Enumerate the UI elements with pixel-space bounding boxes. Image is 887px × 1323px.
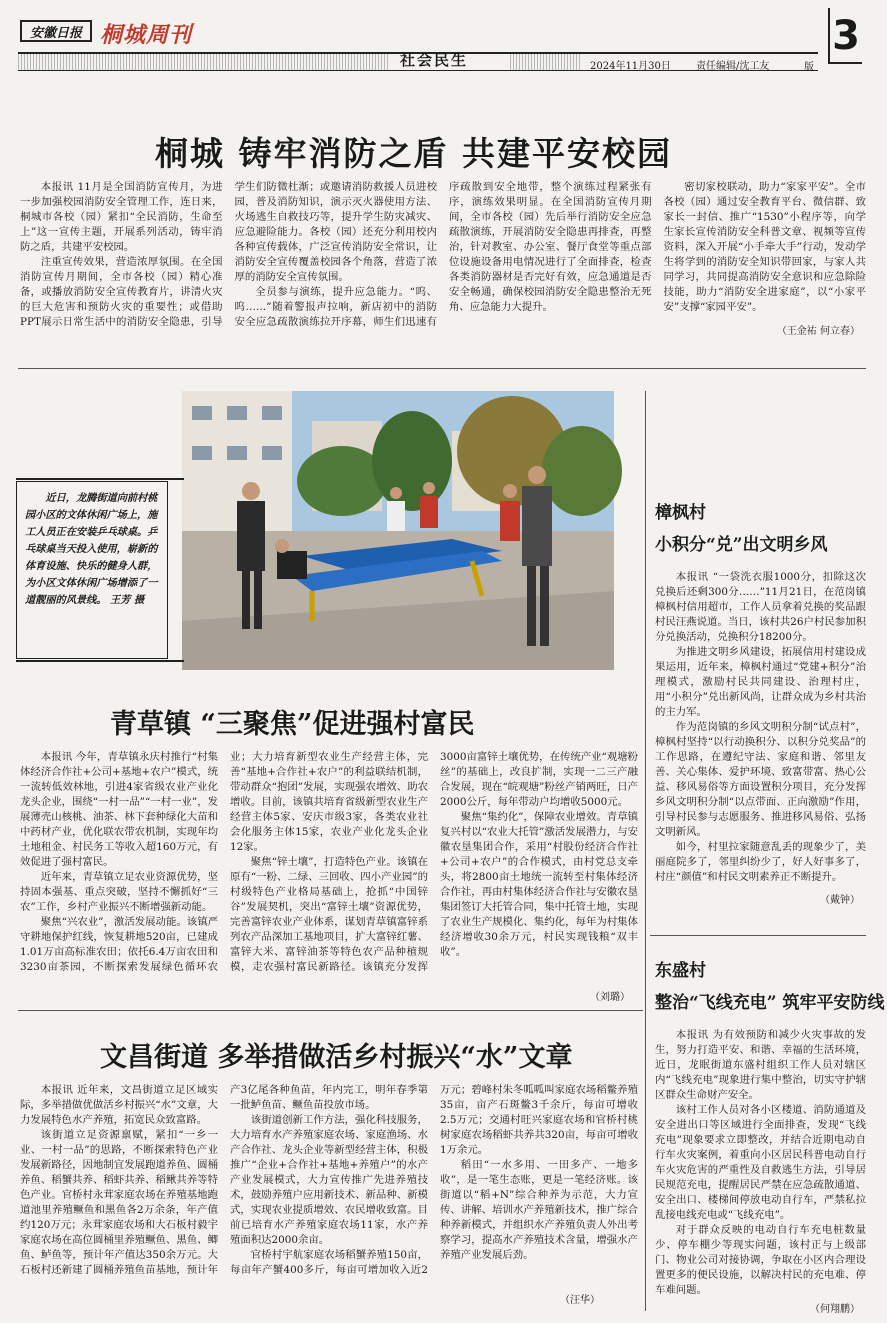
masthead-hatch bbox=[18, 54, 388, 70]
sidebar-subtitle: 整治“飞线充电” 筑牢平安防线 bbox=[655, 993, 885, 1013]
byline: （刘璐） bbox=[590, 992, 630, 1003]
paragraph: 本报讯 近年来，文昌街道立足区域实际，多举措做优做活乡村振兴“水”文章，大力发展特色水产养殖，拓宽民众致富路。 bbox=[20, 1084, 218, 1126]
paragraph: 近年来，青草镇立足农业资源优势，坚持固本强基、重点突破，坚持不懈抓好“三农”工作，乡村产业振兴不断增强新动能。 bbox=[20, 871, 218, 913]
article-title: 青草镇 “三聚焦”促进强村富民 bbox=[110, 709, 475, 740]
editor-credit: 责任编辑/沈工友 bbox=[696, 61, 770, 72]
paragraph: 密切家校联动，助力“家家平安”。全市各校（园）通过安全教育平台、微信群、致家长一封信、推广“1530”小程序等，向学生家长宣传消防安全科普文章、视频等宣传资料，深入开展“小手牵大手”行动，发动学生将学到的消防安全知识带回家，与家人共同学习，共同提高消防安全意识和应急除险技能，助力“消防安全进家庭”，以“小家平安”支撑“家园平安”。 bbox=[663, 181, 866, 313]
photo-caption: 近日，龙腾街道向前村桃园小区的文体休闲广场上，施工人员正在安装乒乓球桌。乒乓球桌当天投入使用，崭新的体育设施、快乐的健身人群，为小区文体休闲广场增添了一道靓丽的风景线。 王芳 摄 bbox=[16, 481, 168, 659]
paragraph: 该村工作人员对各小区楼道、消防通道及安全进出口等区域进行全面排查，发现“飞线充电”现象要求立即整改，并结合近期电动自行车火灾案例，着重向小区居民科普电动自行车火灾危害的严重性及自救逃生方法，引导居民规范充电，提醒居民严禁在应急疏散通道、安全出口、楼梯间停放电动自行车，严禁私拉乱接电线充电或“飞线充电”。 bbox=[655, 1104, 866, 1221]
article-body bbox=[20, 1083, 638, 1305]
sidebar-body bbox=[655, 570, 866, 883]
paragraph: 聚焦“兴农业”，激活发展动能。该镇严守耕地保护红线，恢复耕地520亩，已建成1.01万亩高标准农田；依托6.4万亩农田和3230亩茶园，不断探索发展绿色循环农业；大力培育新型农业生产经营主体，完善“基地+合作社+农户”的利益联结机制，带动群众“抱团”发展，实现强农增效、助农增收。目前，该镇共培育省级新型农业生产经营主体5家、安庆市级3家，各类农业社会化服务主体15家，农业产业化龙头企业12家。 bbox=[20, 751, 428, 973]
paragraph: 稻田“一水多用、一田多产、一地多收”，是一笔生态账，更是一笔经济账。该街道以“稻+N”综合种养为示范，大力宣传、讲解、培训水产养殖新技术，推广综合种养新模式，并组织水产养殖负责人外出考察学习，提高水产养殖技术含量，增强水产养殖产业发展后劲。 bbox=[440, 1159, 638, 1261]
photo-table-tennis bbox=[182, 391, 614, 670]
byline: （戴钟） bbox=[820, 895, 860, 906]
paragraph: 本报讯 “一袋洗衣服1000分，扣除这次兑换后还剩300分……”11月21日，在范岗镇樟枫村信用超市，工作人员拿着兑换的奖品跟村民汪燕说道。当日，该村共26户村民参加积分兑换活动，兑换积分18200分。 bbox=[655, 571, 866, 643]
weekly-logo: 桐城周刊 bbox=[100, 22, 193, 48]
paragraph: 对于群众反映的电动自行车充电桩数量少、停车棚少等现实问题，该村正与上级部门、物业公司对接协调，争取在小区内合理设置更多的便民设施，以解决村民的充电难、停车难问题。 bbox=[655, 1224, 866, 1296]
sidebar-subtitle: 小积分“兑”出文明乡风 bbox=[655, 535, 828, 555]
paragraph: 聚焦“锌土壤”，打造特色产业。该镇在原有“一粉、二绿、三回收、四小产业园”的村级特色产业格局基础上，抢抓“中国锌谷”发展契机，突出“富锌土壤”资源优势，完善富锌农业产业体系，谋划青草镇富锌系列农产品深加工基地项目，扩大富锌红薯、富锌大米、富锌油茶等特色农产品种植规模，走农强村富民新路径。该镇充分发挥3000亩富锌土壤优势，在传统产业“观塘粉丝”的基础上，改良扩制，实现一二三产融合发展，现在“皖观塘”粉丝产销两旺，日产2000公斤，每年带动户均增收5000元。 bbox=[230, 751, 639, 973]
paragraph: 聚焦“集约化”，保障农业增效。青草镇复兴村以“农业大托管”激活发展潜力，与安徽农垦集团合作，采用“村股份经济合作社+公司+农户”的合作模式，由村党总支牵头，将2800亩土地统一流转至村集体经济合作社，再由村集体经济合作社与安徽农垦集团签订大托管合同，集中托管土地，实现了农业生产规模化、集约化，每年为村集体经济增收30余万元，村民实现钱粮“双丰收”。 bbox=[440, 811, 638, 958]
article-body bbox=[20, 750, 638, 1005]
sidebar-title: 樟枫村 bbox=[655, 503, 706, 523]
paragraph: 该街道创新工作方法，强化科技服务，大力培育水产养殖家庭农场、家庭渔场、水产合作社、龙头企业等新型经营主体，积极推广“企业+合作社+基地+养殖户”的水产产业发展模式，大力宣传推广先进养殖技术，鼓励养殖户应用新技术、新品种、新模式，实现农业提质增效、农民增收致富。目前已培育水产养殖家庭农场11家，水产养殖面积达2000余亩。 bbox=[230, 1114, 428, 1246]
paper-logo: 安徽日报 bbox=[20, 20, 92, 42]
article-title: 桐城 铸牢消防之盾 共建平安校园 bbox=[155, 134, 672, 173]
masthead-hatch-right bbox=[510, 54, 580, 70]
divider bbox=[650, 935, 866, 936]
paragraph: 如今，村里拉家随意乱丢的现象少了，美丽庭院多了，邻里纠纷少了，好人好事多了，村庄“颜值”和村民文明素养正不断提升。 bbox=[655, 841, 866, 883]
page-word: 版 bbox=[804, 62, 814, 73]
column-rule bbox=[645, 391, 646, 1311]
paragraph: 该街道立足资源禀赋，紧扣“一乡一业、一村一品”的思路，不断探索特色产业发展新路径，因地制宜发展跑道养鱼、圆桶养鱼、稻蟹共养、稻虾共养、稻鳅共养等特色产业。官桥村永茸家庭农场在养殖基地跑道池里养殖鳜鱼和黑鱼各2万余条，年产值约120万元；永茸家庭农场和大石板村毅宇家庭农场在高位圆桶里养殖鳜鱼、黑鱼、鲫鱼、鲈鱼等，预计年产值达350余万元。大石板村还新建了圆桶养殖鱼苗基地，预计年产3亿尾各种鱼苗，年内完工，明年春季第一批鲈鱼苗、鳜鱼苗投放市场。 bbox=[20, 1084, 428, 1276]
paragraph: 为推进文明乡风建设，拓展信用村建设成果运用，近年来，樟枫村通过“党建+积分”治理模式，激励村民共同建设、治理村庄，用“小积分”兑出新风尚，让群众成为乡村共治的主力军。 bbox=[655, 646, 866, 718]
byline: （何翔鹏） bbox=[810, 1304, 860, 1315]
paragraph: 注重宣传效果，营造浓厚氛围。在全国消防宣传月期间，全市各校（园）精心准备，或播放消防安全宣传教育片，讲清火灾的巨大危害和预防火灾的重要性；或借助PPT展示日常生活中的消防安全隐患，引导学生们防微杜渐；或邀请消防救援人员进校园，普及消防知识，演示灭火器使用方法、火场逃生自救技巧等，提升学生防灾减灾、应急避险能力。各校（园）还充分利用校内各种宣传载体，广泛宣传消防安全常识，让消防安全宣传覆盖校园各个角落，营造了浓厚的消防安全宣传氛围。 bbox=[20, 181, 437, 328]
paragraph: 本报讯 为有效预防和减少火灾事故的发生，努力打造平安、和谐、幸福的生活环境，近日，龙眠街道东盛村组织工作人员对辖区内“飞线充电”现象进行集中整治，切实守护辖区群众生命财产安全。 bbox=[655, 1029, 866, 1101]
byline: （王金祐 何立春） bbox=[776, 326, 860, 337]
sidebar-title: 东盛村 bbox=[655, 961, 706, 981]
paragraph: 全员参与演练，提升应急能力。“呜、呜……”随着警报声拉响，新店初中的消防安全应急疏散演练拉开序幕，师生们迅速有序疏散到安全地带，整个演练过程紧张有序，演练效果明显。在全国消防宣传月期间，全市各校（园）先后举行消防安全应急疏散演练，开展消防安全隐患再排查，再整治，针对教室、办公室、餐厅食堂等重点部位设施设备用电情况进行了全面排查，检查各类消防器材是否完好有效，应急通道是否安全畅通，确保校园消防安全隐患整治无死角、应急能力大提升。 bbox=[234, 181, 652, 328]
page-number: 3 bbox=[828, 8, 862, 64]
divider bbox=[18, 1010, 643, 1011]
paragraph: 本报讯 今年，青草镇永庆村推行“村集体经济合作社+公司+基地+农户”模式，统一流转低效林地，引进4家省级农业产业化龙头企业，围绕“一村一品”“一村一业”，发展薄壳山核桃、油茶、林下套种绿化大苗和中药材产业，优化联农带农机制，实现年均土地租金、村民务工等收入超160万元，有效促进了强村富民。 bbox=[20, 751, 218, 868]
byline: （汪华） bbox=[560, 1295, 600, 1306]
section-name: 社会民生 bbox=[400, 51, 469, 69]
issue-date: 2024年11月30日 bbox=[590, 61, 671, 72]
paragraph: 官桥村宇航家庭农场稻蟹养殖150亩，每亩年产蟹400多斤，每亩可增加收入近2万元；碧峰村朱冬呱呱叫家庭农场稻鳖养殖35亩，亩产石斑鳖3千余斤，每亩可增收2.5万元；交通村旺兴家庭农场和官桥村桃树家庭农场稻虾共养共320亩，每亩可增收1万余元。 bbox=[230, 1084, 638, 1276]
divider bbox=[18, 368, 866, 369]
sidebar-body bbox=[655, 1028, 866, 1303]
paragraph: 作为范岗镇的乡风文明积分制“试点村”，樟枫村坚持“以行动换积分、以积分兑奖品”的工作思路，在遵纪守法、家庭和谐、邻里友善、关心集体、爱护环境、致富带富、热心公益、移风易俗等方面设置积分项目，充分发挥乡风文明积分制“以点带面、正向激励”作用，引导村民参与志愿服务、推进移风易俗、弘扬文明新风。 bbox=[655, 721, 866, 838]
paragraph: 本报讯 11月是全国消防宣传月，为进一步加强校园消防安全管理工作，连日来，桐城市各校（园）紧扣“全民消防，生命至上”这一宣传主题，开展系列活动，铸牢消防之盾，共建平安校园。 bbox=[20, 181, 223, 253]
article-title: 文昌街道 多举措做活乡村振兴“水”文章 bbox=[100, 1042, 573, 1073]
